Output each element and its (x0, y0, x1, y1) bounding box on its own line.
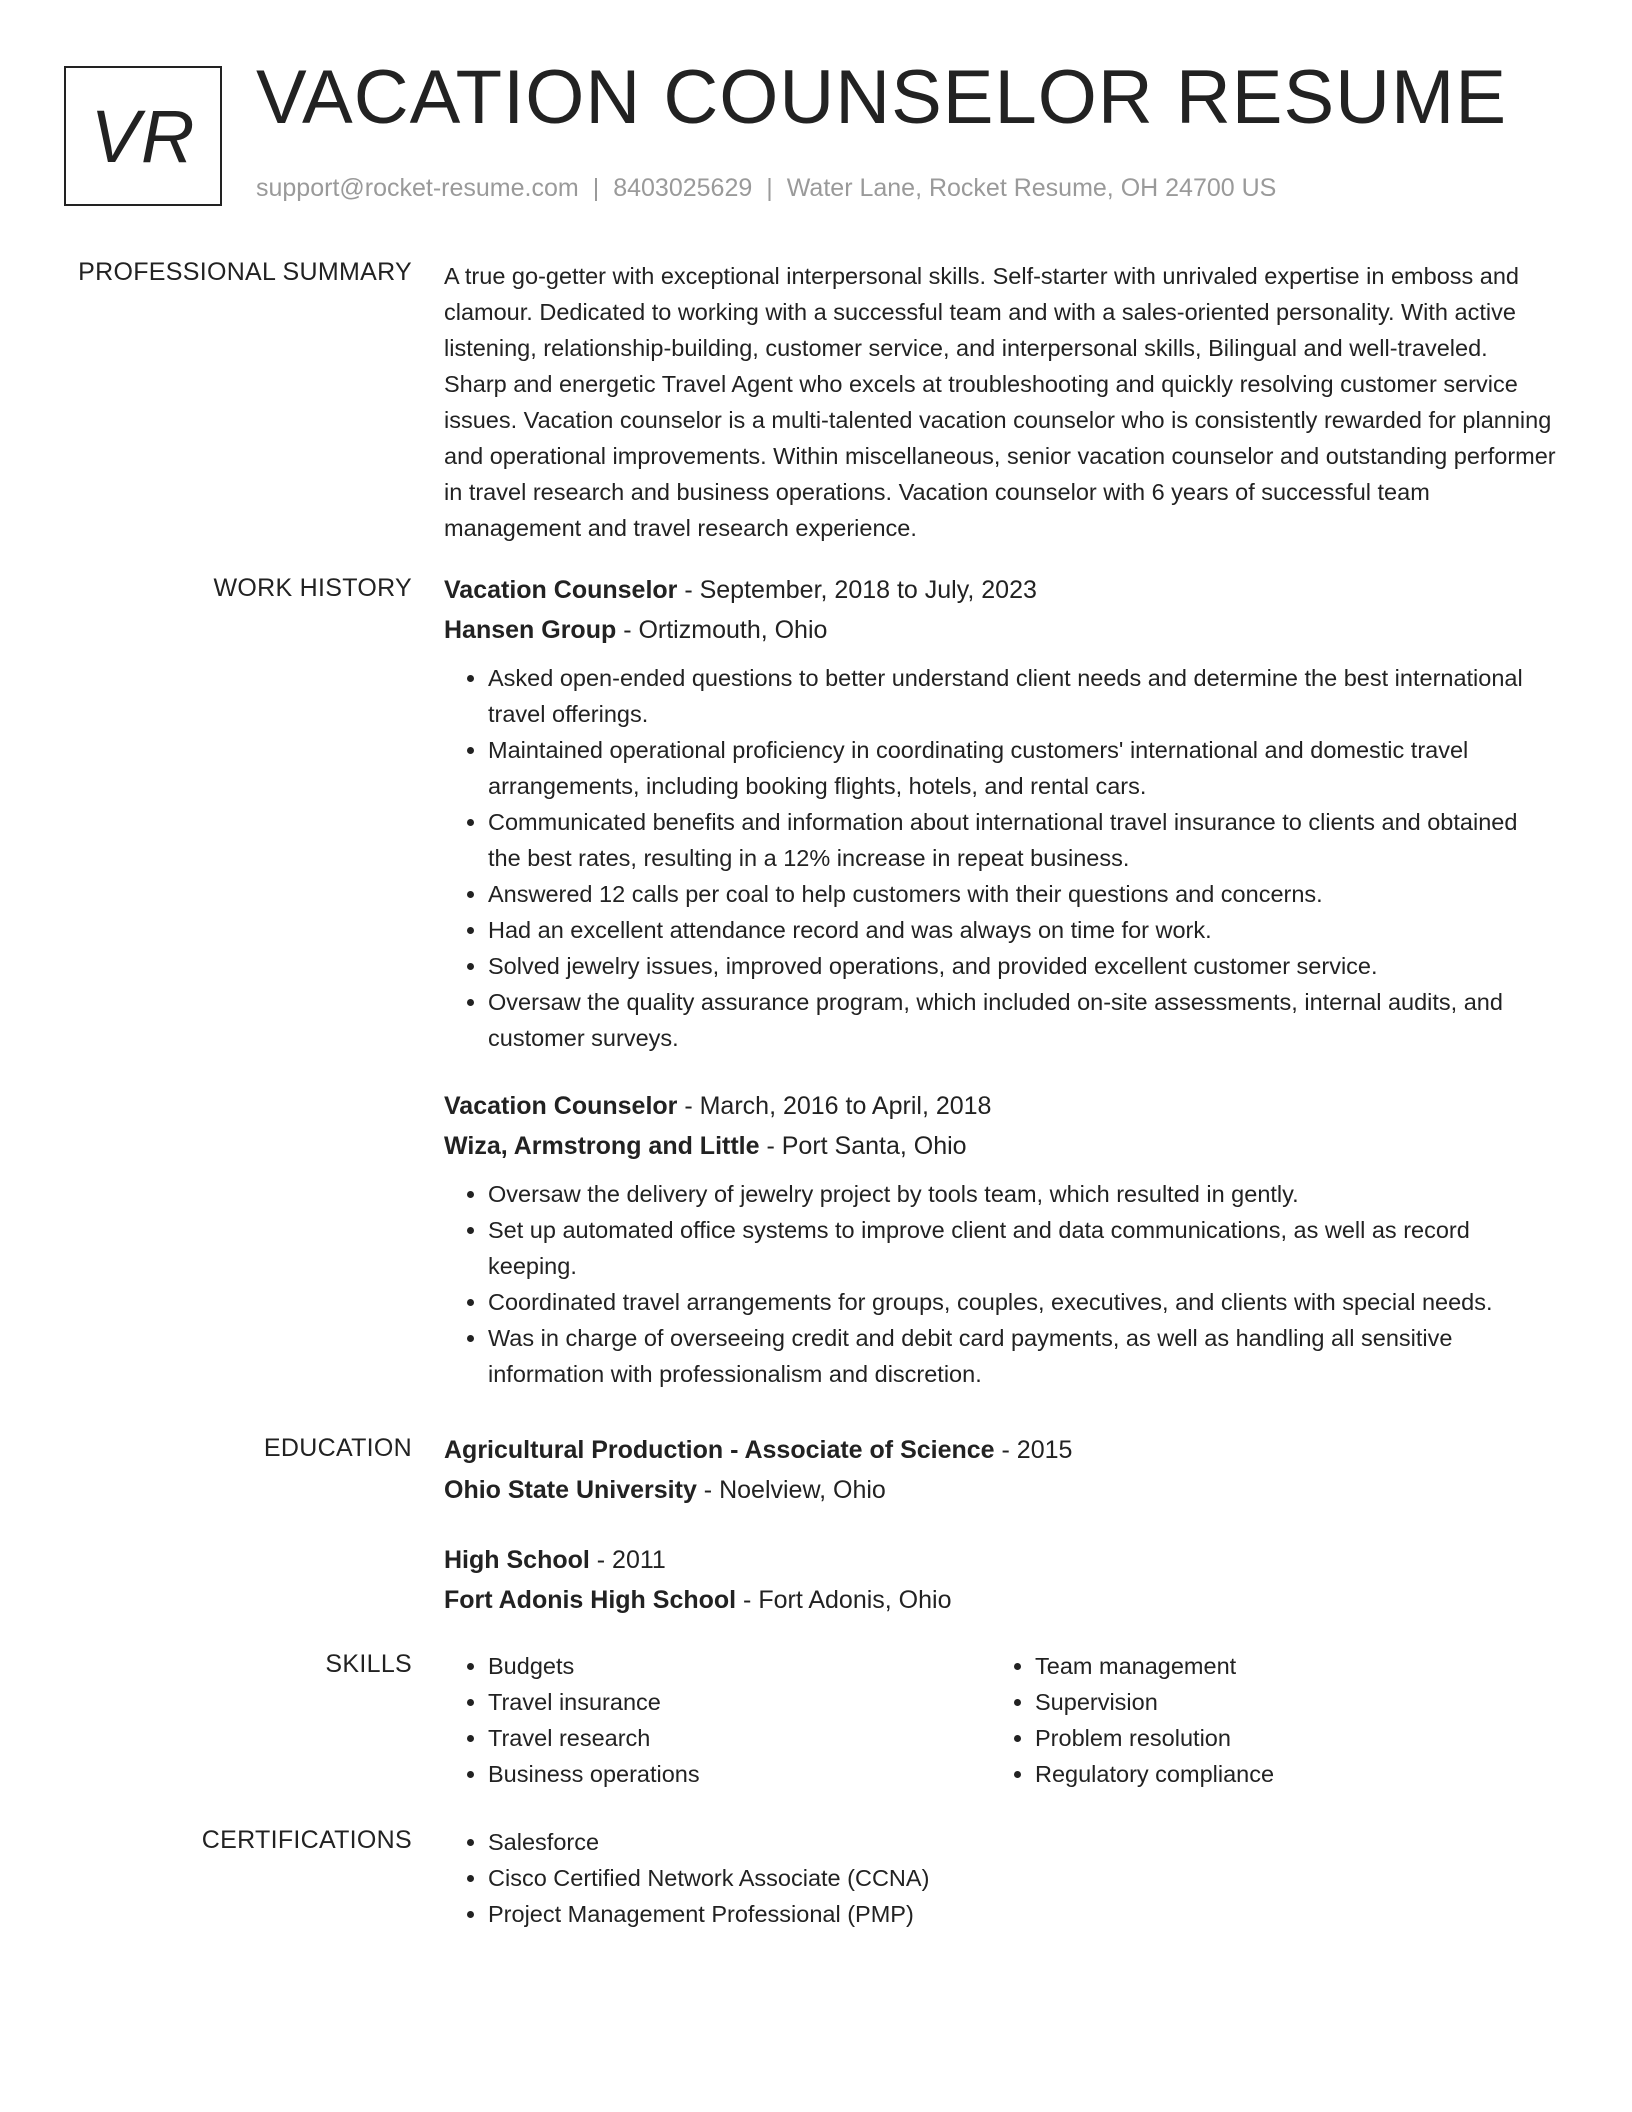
education-degree-line (444, 1540, 1556, 1580)
contact-phone: 8403025629 (613, 174, 753, 202)
skill-item: • Team management (1035, 1648, 1538, 1684)
job-location: - Ortizmouth, Ohio (616, 616, 828, 644)
education-body (444, 1430, 1556, 1650)
skill-item: • Travel insurance (488, 1684, 991, 1720)
skills-columns (444, 1648, 1556, 1792)
skill-item: • Travel research (488, 1720, 991, 1756)
job-title: Vacation Counselor (444, 576, 678, 604)
job-bullet: • Had an excellent attendance record and was always on time for work. (488, 912, 1556, 948)
work-body (444, 570, 1556, 1422)
job-bullets (444, 1176, 1556, 1392)
job-bullet: • Was in charge of overseeing credit and debit card payments, as well as handling all sensitive information with professionalism and discretion. (488, 1320, 1556, 1392)
job-entry (444, 570, 1556, 1056)
job-location: - Port Santa, Ohio (759, 1132, 967, 1160)
monogram-logo: VR (64, 66, 222, 206)
resume-title: VACATION COUNSELOR RESUME (256, 55, 1508, 140)
skill-item: • Supervision (1035, 1684, 1538, 1720)
job-bullet: • Solved jewelry issues, improved operations, and provided excellent customer service. (488, 948, 1556, 984)
skill-item: • Regulatory compliance (1035, 1756, 1538, 1792)
education-entry (444, 1430, 1556, 1510)
education-year: - 2011 (589, 1546, 666, 1574)
job-title-line (444, 570, 1556, 610)
job-title: Vacation Counselor (444, 1092, 678, 1120)
certification-item: • Cisco Certified Network Associate (CCNA) (488, 1860, 1556, 1896)
education-school: Ohio State University (444, 1476, 697, 1504)
job-dates: - March, 2016 to April, 2018 (677, 1092, 992, 1120)
certification-item: • Salesforce (488, 1824, 1556, 1860)
contact-separator: | (766, 174, 773, 202)
certifications-body (444, 1824, 1556, 1932)
contact-separator: | (592, 174, 600, 202)
job-company: Hansen Group (444, 616, 617, 644)
section-label-skills: SKILLS (325, 1650, 412, 1678)
section-label-education: EDUCATION (263, 1434, 412, 1462)
education-school-line (444, 1580, 1556, 1620)
contact-email: support@rocket-resume.com (256, 174, 579, 202)
education-location: - Fort Adonis, Ohio (736, 1586, 952, 1614)
summary-text: A true go-getter with exceptional interpersonal skills. Self-starter with unrivaled expertise in emboss and clamour. Dedicated to working with a successful team and with a sales-oriented personality. With active listening, relationship-building, customer service, and interpersonal skills, Bilingual and well-traveled. Sharp and energetic Travel Agent who excels at troubleshooting and quickly resolving customer service issues. Vacation counselor is a multi-talented vacation counselor who is consistently rewarded for planning and operational improvements. Within miscellaneous, senior vacation counselor and outstanding performer in travel research and business operations. Vacation counselor with 6 years of successful team management and travel research experience. (444, 263, 1556, 541)
job-title-line (444, 1086, 1556, 1126)
job-dates: - September, 2018 to July, 2023 (677, 576, 1037, 604)
certifications-list (444, 1824, 1556, 1932)
contact-address: Water Lane, Rocket Resume, OH 24700 US (786, 174, 1277, 202)
skill-item: • Problem resolution (1035, 1720, 1538, 1756)
education-degree-line (444, 1430, 1556, 1470)
summary-body (444, 258, 1556, 546)
skills-list-right (991, 1648, 1538, 1792)
job-bullet: • Oversaw the delivery of jewelry project by tools team, which resulted in gently. (488, 1176, 1556, 1212)
job-company-line (444, 610, 1556, 650)
education-location: - Noelview, Ohio (696, 1476, 886, 1504)
section-label-work: WORK HISTORY (213, 574, 412, 602)
skills-list-left (444, 1648, 991, 1792)
job-bullet: • Oversaw the quality assurance program, which included on-site assessments, internal audits, and customer surveys. (488, 984, 1556, 1056)
education-school-line (444, 1470, 1556, 1510)
certification-item: • Project Management Professional (PMP) (488, 1896, 1556, 1932)
skills-body (444, 1648, 1556, 1792)
education-degree: High School (444, 1546, 590, 1574)
job-bullet: • Answered 12 calls per coal to help customers with their questions and concerns. (488, 876, 1556, 912)
job-bullet: • Coordinated travel arrangements for groups, couples, executives, and clients with special needs. (488, 1284, 1556, 1320)
job-entry (444, 1086, 1556, 1392)
skill-item: • Business operations (488, 1756, 991, 1792)
skill-item: • Budgets (488, 1648, 991, 1684)
job-bullet: • Set up automated office systems to improve client and data communications, as well as record keeping. (488, 1212, 1556, 1284)
education-school: Fort Adonis High School (444, 1586, 737, 1614)
job-bullet: • Maintained operational proficiency in coordinating customers' international and domestic travel arrangements, including booking flights, hotels, and rental cars. (488, 732, 1556, 804)
job-company-line (444, 1126, 1556, 1166)
section-label-summary: PROFESSIONAL SUMMARY (78, 258, 412, 286)
contact-line (256, 174, 1276, 203)
job-company: Wiza, Armstrong and Little (444, 1132, 760, 1160)
education-degree: Agricultural Production - Associate of Science (444, 1436, 995, 1464)
education-year: - 2015 (994, 1436, 1073, 1464)
job-bullets (444, 660, 1556, 1056)
job-bullet: • Asked open-ended questions to better understand client needs and determine the best international travel offerings. (488, 660, 1556, 732)
section-label-certifications: CERTIFICATIONS (201, 1826, 412, 1854)
education-entry (444, 1540, 1556, 1620)
job-bullet: • Communicated benefits and information about international travel insurance to clients and obtained the best rates, resulting in a 12% increase in repeat business. (488, 804, 1556, 876)
